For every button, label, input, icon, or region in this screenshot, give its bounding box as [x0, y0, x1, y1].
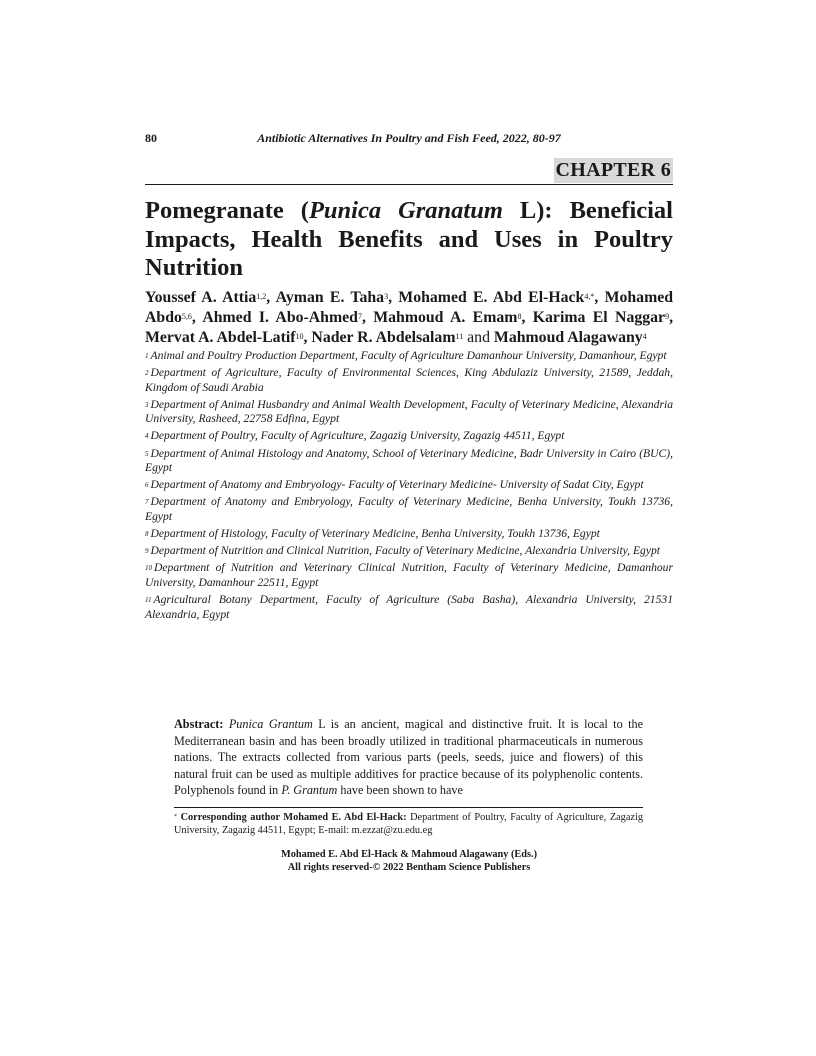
affiliation-text: Animal and Poultry Production Department, Faculty of Agriculture Damanhour University, Damanhour, Egypt: [150, 349, 667, 362]
running-head: [145, 131, 673, 147]
author-name: Ahmed I. Abo-Ahmed: [202, 309, 358, 326]
abstract-text-1: L is an ancient, magical and distinctive fruit. It is local to the Mediterranean basin and has been broadly utilized in traditional pharmaceuticals in numerous nations. The extracts collected from various parts (peels, seeds, juice and flowers) of this natural fruit can be used as multiple additives for practice because of its polyphenolic contents. Polyphenols found in: [174, 717, 643, 797]
abstract-species-1: Punica Grantum: [228, 717, 313, 731]
abstract: [174, 716, 643, 799]
affiliation-text: Agricultural Botany Department, Faculty of Agriculture (Saba Basha), Alexandria University, 21531 Alexandria, Egypt: [145, 592, 673, 621]
footnote-divider: [174, 807, 643, 808]
author-name: Mahmoud Alagawany: [493, 329, 643, 346]
affiliation-item: [145, 544, 673, 559]
author-name: Nader R. Abdelsalam: [311, 329, 456, 346]
affiliation-text: Department of Anatomy and Embryology, Faculty of Veterinary Medicine, Benha University, Toukh 13736, Egypt: [145, 495, 673, 523]
editors-block: [145, 848, 673, 874]
author-conjunction: and: [467, 329, 490, 346]
footnote-marker: *: [174, 814, 177, 820]
author-affiliation-marker: 4: [642, 332, 647, 341]
author-name: Mohamed E. Abd El-Hack: [398, 289, 585, 306]
affiliation-item: [145, 429, 673, 444]
affiliation-number: 11: [145, 595, 152, 604]
author-affiliation-marker: 4,*: [584, 292, 595, 301]
author-affiliation-marker: 1,2: [256, 292, 267, 301]
author-affiliation-marker: 7: [357, 312, 362, 321]
affiliation-number: 4: [145, 432, 149, 441]
affiliation-text: Department of Nutrition and Veterinary Clinical Nutrition, Faculty of Veterinary Medicine, Damanhour University, Damanhour 22511, Egypt: [145, 561, 673, 589]
chapter-title: [145, 197, 673, 283]
copyright-line: All rights reserved-© 2022 Bentham Science Publishers: [287, 862, 531, 873]
footnote-text: Department of Poultry, Faculty of Agriculture, Zagazig University, Zagazig 44511, Egypt; E-mail: m.ezzat@zu.edu.eg: [174, 812, 643, 837]
author-name: Youssef A. Attia: [145, 289, 257, 306]
affiliation-number: 3: [145, 400, 149, 409]
abstract-label: Abstract:: [174, 717, 224, 731]
page-number: 80: [145, 131, 157, 145]
author-affiliation-marker: 3: [384, 292, 389, 301]
affiliation-item: [145, 495, 673, 524]
affiliation-item: [145, 527, 673, 542]
affiliation-number: 7: [145, 498, 149, 507]
corresponding-author-footnote: [174, 811, 643, 838]
title-part-2: L): Beneficial Impacts, Health Benefits and Uses in Poultry Nutrition: [145, 197, 673, 281]
affiliation-text: Department of Animal Husbandry and Animal Wealth Development, Faculty of Veterinary Medicine, Alexandria University, Rasheed, 22758 Edfina, Egypt: [145, 397, 673, 426]
journal-name: Antibiotic Alternatives In Poultry and Fish Feed: [257, 131, 497, 145]
affiliation-number: 5: [145, 449, 149, 458]
affiliation-number: 2: [145, 369, 149, 378]
affiliation-text: Department of Agriculture, Faculty of Environmental Sciences, King Abdulaziz University, 21589, Jeddah, Kingdom of Saudi Arabia: [145, 366, 673, 394]
affiliation-item: [145, 561, 673, 590]
author-name: Mahmoud A. Emam: [373, 309, 518, 326]
affiliation-item: [145, 478, 673, 493]
affiliation-number: 6: [145, 481, 149, 490]
affiliation-text: Department of Animal Histology and Anatomy, School of Veterinary Medicine, Badr University in Cairo (BUC), Egypt: [145, 446, 673, 475]
journal-citation: , 2022, 80-97: [496, 131, 561, 145]
chapter-bar: [145, 158, 673, 185]
journal-title: [145, 131, 673, 146]
author-affiliation-marker: 8: [517, 312, 522, 321]
editors-line: Mohamed E. Abd El-Hack & Mahmoud Alagawany (Eds.): [280, 849, 538, 860]
affiliation-list: [145, 349, 673, 625]
author-affiliation-marker: 10: [295, 332, 304, 341]
affiliation-item: [145, 447, 673, 476]
affiliation-text: Department of Nutrition and Clinical Nutrition, Faculty of Veterinary Medicine, Alexandria University, Egypt: [150, 544, 661, 558]
affiliation-item: [145, 349, 673, 364]
title-part-1: Pomegranate (: [145, 197, 309, 224]
affiliation-text: Department of Histology, Faculty of Veterinary Medicine, Benha University, Toukh 13736, Egypt: [150, 527, 600, 541]
author-list: Youssef A. Attia$^{1,2}$, Ayman E. Taha$^3$, Mohamed E. Abd El-Hack$^{4,*}$, Mohamed Abdo$^{5,6}$, Ahmed I. Abo-Ahmed$^7$, Mahmoud A. Emam$^8$, Karima El Naggar$^9$, Mervat A. Abdel-Latif$^{10}$, Nader R. Abdelsalam$^{11}$ and Mahmoud Alagawany$^4$: [145, 289, 674, 346]
chapter-label: CHAPTER 6: [555, 159, 671, 181]
affiliation-text: Department of Poultry, Faculty of Agriculture, Zagazig University, Zagazig 44511, Egypt: [150, 429, 565, 443]
title-species-name: Punica Granatum: [308, 197, 503, 224]
affiliation-number: 10: [145, 564, 152, 573]
author-name: Mervat A. Abdel-Latif: [145, 329, 296, 346]
affiliation-number: 8: [145, 530, 149, 539]
author-name: Karima El Naggar: [532, 309, 666, 326]
author-affiliation-marker: 11: [455, 332, 464, 341]
author-name: Mohamed Abdo: [145, 289, 674, 326]
author-affiliation-marker: 9: [665, 312, 670, 321]
affiliation-item: [145, 366, 673, 395]
affiliation-item: [145, 398, 673, 427]
affiliation-number: 1: [145, 352, 149, 360]
affiliation-number: 9: [145, 547, 149, 556]
author-name: Ayman E. Taha: [275, 289, 385, 306]
footnote-label: Corresponding author Mohamed E. Abd El-Hack:: [180, 812, 407, 823]
author-affiliation-marker: 5,6: [181, 312, 192, 321]
abstract-text-2: have been shown to have: [337, 783, 463, 797]
abstract-species-2: P. Grantum: [281, 783, 338, 797]
affiliation-text: Department of Anatomy and Embryology- Faculty of Veterinary Medicine- University of Sadat City, Egypt: [150, 478, 644, 492]
affiliation-item: [145, 593, 673, 622]
